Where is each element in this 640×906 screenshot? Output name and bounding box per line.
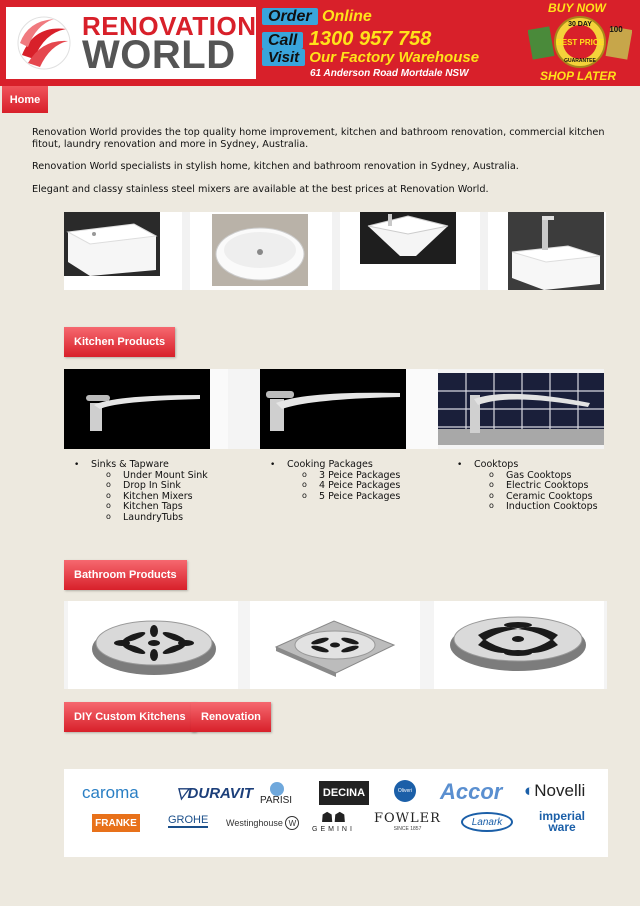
list-item[interactable]: o 5 Peice Packages — [270, 492, 450, 503]
kitchen-mixer-image-1[interactable] — [64, 369, 210, 449]
brand-franke[interactable]: FRANKE — [92, 814, 140, 832]
seal-bottom-text: GUARANTEE — [564, 58, 596, 64]
brand-westinghouse[interactable] — [226, 816, 299, 830]
sinks-tapware-list — [74, 460, 254, 524]
order-text: Online — [322, 8, 372, 25]
list-item[interactable]: o Electric Cooktops — [457, 481, 637, 492]
seal-top-text: 30 DAY — [568, 21, 592, 28]
basin-image-strip — [64, 212, 606, 290]
brand-novelli[interactable] — [524, 781, 585, 801]
brand-duravit[interactable] — [176, 784, 253, 802]
square-bowl-basin-image[interactable] — [360, 212, 456, 264]
square-floor-waste-image[interactable] — [250, 601, 420, 689]
bathroom-products-button[interactable]: Bathroom Products — [64, 560, 187, 590]
phone-number[interactable]: 1300 957 758 — [308, 28, 432, 50]
header-banner[interactable] — [0, 0, 640, 86]
brand-parisi-label: PARISI — [260, 795, 293, 806]
order-online-line — [262, 8, 372, 26]
list-title[interactable]: • Sinks & Tapware — [74, 460, 254, 471]
list-item[interactable]: o Ceramic Cooktops — [457, 492, 637, 503]
fowler-since-label: SINCE 1857 — [393, 826, 422, 832]
list-title[interactable]: • Cooking Packages — [270, 460, 450, 471]
list-item[interactable]: o Drop In Sink — [74, 481, 254, 492]
brand-imperial-ware[interactable]: imperial ware — [538, 809, 586, 834]
intro-paragraph-2: Renovation World specialists in stylish home, kitchen and bathroom renovation in Sydney, Australia. — [32, 161, 519, 172]
list-item[interactable]: o Kitchen Mixers — [74, 492, 254, 503]
cooking-packages-list — [270, 460, 450, 502]
brand-oliveri[interactable]: Oliveri — [394, 780, 416, 802]
brand-logos-panel — [64, 769, 608, 857]
intro-paragraph-1: Renovation World provides the top quality home improvement, kitchen and bathroom renovation, commercial kitchen fitout, laundry renovation and more in Sydney, Australia. — [32, 127, 605, 150]
seal-main-text: BEST PRICE — [555, 38, 605, 47]
intro-text — [32, 127, 624, 206]
brand-duravit-label: DURAVIT — [187, 785, 254, 802]
bathroom-image-strip — [64, 601, 607, 689]
list-item[interactable]: o Kitchen Taps — [74, 502, 254, 513]
rectangular-basin-image[interactable] — [508, 212, 604, 290]
brand-novelli-label: Novelli — [534, 781, 586, 800]
site-logo[interactable] — [6, 7, 256, 79]
brand-fowler-label: FOWLER — [374, 811, 441, 826]
duravit-mark-icon: ▽ — [176, 785, 188, 802]
brand-westinghouse-label: Westinghouse — [226, 818, 283, 828]
order-label: Order — [262, 8, 318, 25]
list-item[interactable]: o 4 Peice Packages — [270, 481, 450, 492]
nav-home-button[interactable]: Home — [2, 86, 48, 113]
kitchen-mixer-image-3[interactable] — [438, 373, 604, 445]
intro-paragraph-3: Elegant and classy stainless steel mixers are available at the best prices at Renovation World. — [32, 183, 489, 195]
logo-swirl-icon — [14, 15, 74, 71]
novelli-mark-icon: ◐ — [524, 781, 535, 800]
logo-text-top: RENOVATION — [82, 11, 257, 41]
brand-accor[interactable]: Accor — [440, 779, 503, 804]
logo-text-bottom: WORLD — [82, 33, 236, 77]
brand-caroma[interactable]: caroma — [82, 783, 139, 802]
brand-grohe[interactable]: GROHE — [168, 814, 209, 826]
visit-label: Visit — [262, 49, 305, 66]
round-floor-waste-image-2[interactable] — [434, 601, 604, 689]
brand-parisi[interactable] — [260, 781, 294, 812]
list-item[interactable]: o LaundryTubs — [74, 513, 254, 524]
best-price-seal-icon — [528, 16, 632, 68]
brand-lanark[interactable]: Lanark — [461, 812, 513, 832]
diy-custom-kitchens-button[interactable]: DIY Custom Kitchens — [64, 702, 196, 732]
westinghouse-w-icon: W — [285, 816, 299, 830]
brand-decina[interactable]: DECINA — [319, 781, 369, 805]
cooktops-list — [457, 460, 637, 513]
visit-text: Our Factory Warehouse — [309, 49, 480, 66]
list-item[interactable]: o Under Mount Sink — [74, 471, 254, 482]
list-item[interactable]: o 3 Peice Packages — [270, 471, 450, 482]
kitchen-image-strip — [64, 369, 604, 449]
visit-line — [262, 49, 479, 66]
kitchen-products-button[interactable]: Kitchen Products — [64, 327, 175, 357]
kitchen-mixer-image-2[interactable] — [260, 369, 406, 449]
brand-gemini-label: GEMINI — [312, 826, 355, 833]
brand-gemini[interactable] — [312, 809, 355, 833]
gemini-figure-icon: ☗☗ — [320, 809, 346, 825]
renovation-button[interactable]: Renovation — [191, 702, 271, 732]
oval-basin-image[interactable] — [212, 214, 308, 286]
round-floor-waste-image-1[interactable] — [68, 601, 238, 689]
brand-fowler[interactable] — [374, 811, 441, 832]
store-address: 61 Anderson Road Mortdale NSW — [310, 68, 469, 79]
list-item[interactable]: o Gas Cooktops — [457, 471, 637, 482]
square-basin-image[interactable] — [64, 212, 160, 276]
seal-number-text: 100 — [609, 25, 623, 34]
list-title[interactable]: • Cooktops — [457, 460, 637, 471]
list-item[interactable]: o Induction Cooktops — [457, 502, 637, 513]
buy-now-text: BUY NOW — [548, 1, 606, 15]
shop-later-text: SHOP LATER — [540, 69, 617, 83]
call-line — [262, 28, 431, 51]
call-label: Call — [262, 32, 303, 49]
